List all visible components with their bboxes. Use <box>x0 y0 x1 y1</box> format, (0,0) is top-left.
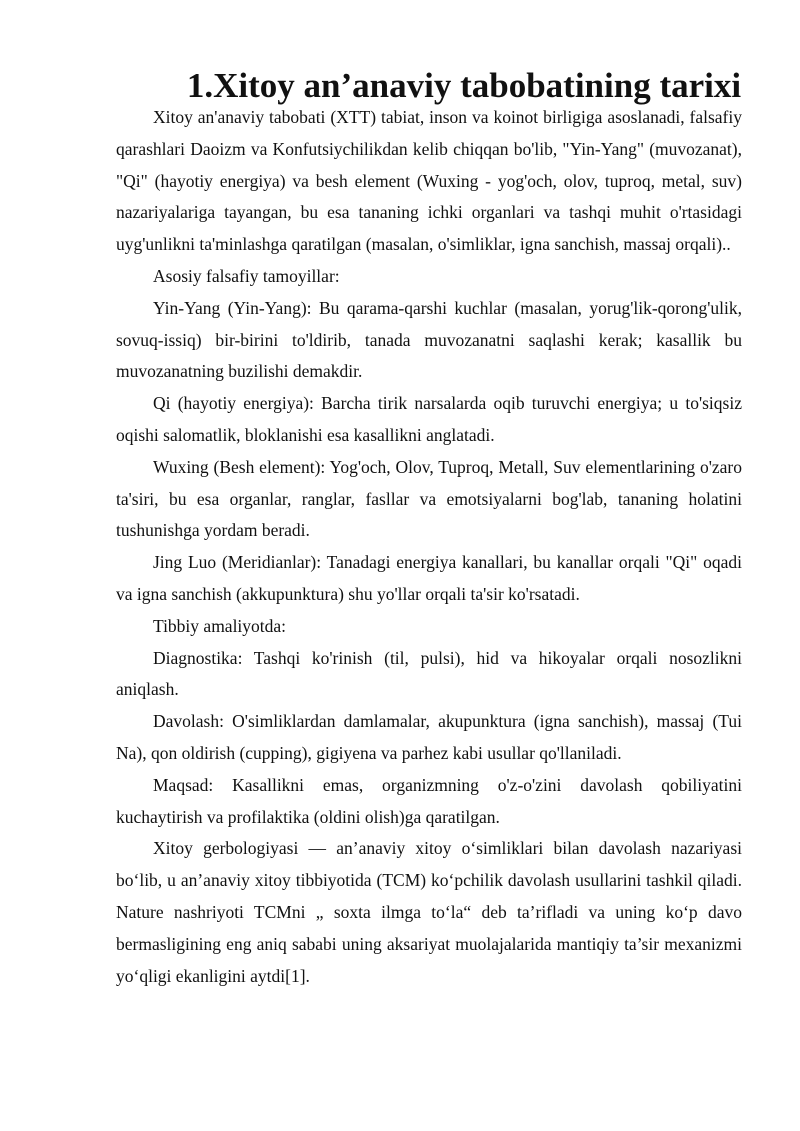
paragraph-wuxing: Wuxing (Besh element): Yog'och, Olov, Tuproq, Metall, Suv elementlarining o'zaro ta'siri, bu esa organlar, ranglar, fasllar va emotsiyalarni bog'lab, tananing holatini tushunishga yordam beradi. <box>116 456 742 541</box>
paragraph-yin-yang: Yin-Yang (Yin-Yang): Bu qarama-qarshi kuchlar (masalan, yorug'lik-qorong'ulik, sovuq-issiq) bir-birini to'ldirib, tanada muvozanatni saqlashi kerak; kasallik bu muvozanatning buzilishi demakdir. <box>116 297 742 382</box>
paragraph-herbology: Xitoy gerbologiyasi — an’anaviy xitoy o‘simliklari bilan davolash nazariyasi bo‘lib, u an’anaviy xitoy tibbiyotida (TCM) ko‘pchilik davolash usullarini tashkil qiladi. Nature nashriyoti TCMni „ soxta ilmga to‘la“ deb ta’rifladi va uning ko‘p davo bermasligining eng aniq sababi uning aksariyat muolajalarida mantiqiy ta’sir mexanizmi yo‘qligi ekanligini aytdi[1]. <box>116 838 742 986</box>
paragraph-intro: Xitoy an'anaviy tabobati (XTT) tabiat, inson va koinot birligiga asoslanadi, falsafiy qarashlari Daoizm va Konfutsiychilikdan kelib chiqqan bo'lib, "Yin-Yang" (muvozanat), "Qi" (hayotiy energiya) va besh element (Wuxing - yog'och, olov, tuproq, metal, suv) nazariyalariga tayangan, bu esa tananing ichki organlari va tashqi muhit o'rtasidagi uyg'unlikni ta'minlashga qaratilgan (masalan, o'simliklar, igna sanchish, massaj orqali).. <box>116 107 742 255</box>
paragraph-principles-heading: Asosiy falsafiy tamoyillar: <box>153 265 340 286</box>
document-page <box>116 66 742 992</box>
section-title: 1.Xitoy an’anaviy tabobatining tarixi <box>186 66 742 105</box>
paragraph-treatment: Davolash: O'simliklardan damlamalar, akupunktura (igna sanchish), massaj (Tui Na), qon oldirish (cupping), gigiyena va parhez kabi usullar qo'llaniladi. <box>116 711 742 763</box>
paragraph-practice-heading: Tibbiy amaliyotda: <box>153 615 287 636</box>
paragraph-diagnostics: Diagnostika: Tashqi ko'rinish (til, pulsi), hid va hikoyalar orqali nosozlikni aniqlash. <box>116 647 742 700</box>
paragraph-goal: Maqsad: Kasallikni emas, organizmning o'z-o'zini davolash qobiliyatini kuchaytirish va profilaktika (oldini olish)ga qaratilgan. <box>116 774 742 827</box>
paragraph-qi: Qi (hayotiy energiya): Barcha tirik narsalarda oqib turuvchi energiya; u to'siqsiz oqishi salomatlik, bloklanishi esa kasallikni anglatadi. <box>116 393 742 445</box>
paragraph-jing-luo: Jing Luo (Meridianlar): Tanadagi energiya kanallari, bu kanallar orqali "Qi" oqadi va igna sanchish (akkupunktura) shu yo'llar orqali ta'sir ko'rsatadi. <box>116 552 742 604</box>
